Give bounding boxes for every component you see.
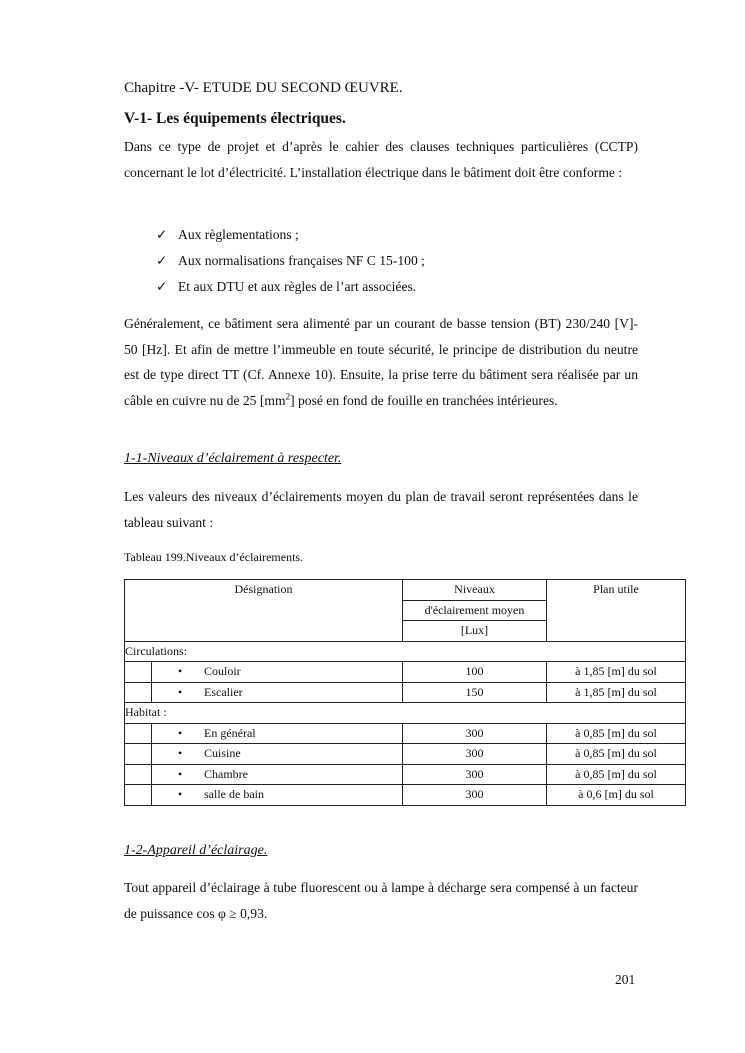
table-row: • Escalier 150 à 1,85 [m] du sol — [125, 682, 686, 703]
header-levels-line3: [Lux] — [403, 621, 547, 642]
intro-paragraph: Dans ce type de projet et d’après le cahier des clauses techniques particulières (CCTP) concernant le lot d’électricité. L’installation électrique dans le bâtiment doit être conforme : — [124, 139, 638, 180]
table-row: • Couloir 100 à 1,85 [m] du sol — [125, 662, 686, 683]
header-designation: Désignation — [125, 580, 403, 642]
table-caption: Tableau 199.Niveaux d’éclairements. — [124, 550, 304, 564]
check-mark-icon: ✓ — [156, 253, 168, 268]
bullet-icon: • — [178, 746, 183, 760]
table-header-row — [125, 580, 686, 601]
table-row: • Cuisine 300 à 0,85 [m] du sol — [125, 744, 686, 765]
page-number: 201 — [615, 972, 636, 987]
table-group-row — [125, 703, 686, 724]
checklist-item: ✓ Et aux DTU et aux règles de l’art associées. — [156, 274, 425, 300]
requirements-checklist — [156, 222, 425, 300]
fixture-paragraph: Tout appareil d’éclairage à tube fluorescent ou à lampe à décharge sera compensé à un facteur de puissance cos φ ≥ 0,93. — [124, 880, 638, 921]
table-row: • Chambre 300 à 0,85 [m] du sol — [125, 764, 686, 785]
check-mark-icon: ✓ — [156, 227, 168, 242]
subsection-heading-fixtures: 1-2-Appareil d’éclairage. — [124, 843, 268, 858]
lighting-intro-paragraph: Les valeurs des niveaux d’éclairements moyen du plan de travail seront représentées dans le tableau suivant : — [124, 489, 638, 530]
table-row: • En général 300 à 0,85 [m] du sol — [125, 723, 686, 744]
table-row: • salle de bain 300 à 0,6 [m] du sol — [125, 785, 686, 806]
check-mark-icon: ✓ — [156, 279, 168, 294]
header-plan: Plan utile — [547, 580, 686, 642]
checklist-item: ✓ Aux règlementations ; — [156, 222, 425, 248]
illuminance-table — [124, 579, 686, 806]
header-levels-line2: d'éclairement moyen — [403, 600, 547, 621]
checklist-item: ✓ Aux normalisations françaises NF C 15-100 ; — [156, 248, 425, 274]
supply-paragraph: Généralement, ce bâtiment sera alimenté par un courant de basse tension (BT) 230/240 [V]- 50 [Hz]. Et afin de mettre l’immeuble en toute sécurité, le principe de distribution du neutre est de type direct TT (Cf. Annexe 10). Ensuite, la prise terre du bâtiment sera réalisée par un câble en cuivre nu de 25 $[mm^2]$ posé en fond de fouille en tranchées intérieures. — [124, 316, 638, 408]
table-group-row — [125, 641, 686, 662]
bullet-icon: • — [178, 664, 183, 678]
bullet-icon: • — [178, 684, 183, 699]
bullet-icon: • — [178, 787, 183, 801]
group-label-habitat: Habitat : — [125, 703, 686, 724]
header-levels-line1: Niveaux — [403, 580, 547, 601]
chapter-title: Chapitre -V- ETUDE DU SECOND ŒUVRE. — [124, 80, 403, 96]
bullet-icon: • — [178, 766, 183, 781]
section-title: V-1- Les équipements électriques. — [124, 110, 346, 127]
group-label-circulations: Circulations: — [125, 641, 686, 662]
bullet-icon: • — [178, 725, 183, 740]
subsection-heading-illuminance: 1-1-Niveaux d’éclairement à respecter. — [124, 451, 342, 466]
